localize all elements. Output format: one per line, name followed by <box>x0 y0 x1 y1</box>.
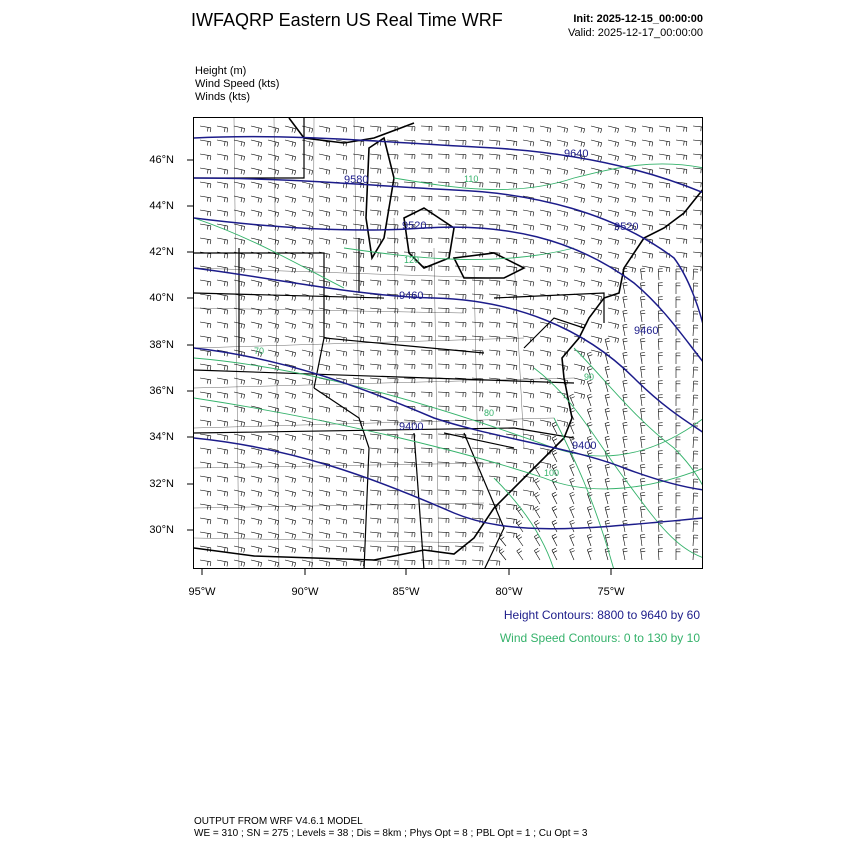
lat-label: 40°N <box>149 292 174 304</box>
wind-label: 100 <box>544 468 560 478</box>
lon-label: 90°W <box>291 586 319 598</box>
lat-label: 32°N <box>149 478 174 490</box>
axis-ticks <box>180 110 710 580</box>
lon-label: 95°W <box>188 586 216 598</box>
wind-label: 80 <box>484 408 495 418</box>
wind-legend: Wind Speed Contours: 0 to 130 by 10 <box>499 631 700 645</box>
height-label: 9400 <box>399 421 424 433</box>
lat-label: 38°N <box>149 339 174 351</box>
lat-label: 42°N <box>149 246 174 258</box>
lat-label: 46°N <box>149 154 174 166</box>
wind-label: 70 <box>254 346 265 356</box>
lat-label: 36°N <box>149 385 174 397</box>
lat-label: 34°N <box>149 431 174 443</box>
wind-label: 90 <box>584 372 595 382</box>
height-label: 9460 <box>399 290 424 302</box>
lon-label: 85°W <box>392 586 420 598</box>
height-label: 9520 <box>402 220 427 232</box>
height-label: 9580 <box>344 174 369 186</box>
wind-label: 120 <box>404 255 420 265</box>
height-legend: Height Contours: 8800 to 9640 by 60 <box>503 608 700 622</box>
plot-title: IWFAQRP Eastern US Real Time WRF <box>191 10 503 30</box>
lon-label: 80°W <box>495 586 523 598</box>
lat-label: 44°N <box>149 200 174 212</box>
height-label: 9520 <box>614 221 639 233</box>
model-params: WE = 310 ; SN = 275 ; Levels = 38 ; Dis = 8km ; Phys Opt = 8 ; PBL Opt = 1 ; Cu Opt = 3 <box>194 828 588 839</box>
wind-label: 110 <box>464 174 479 184</box>
field-height: Height (m) <box>195 65 247 77</box>
height-label: 9460 <box>634 325 659 337</box>
lat-label: 30°N <box>149 524 174 536</box>
model-info: OUTPUT FROM WRF V4.6.1 MODEL <box>194 816 363 827</box>
height-label: 9400 <box>572 440 597 452</box>
lon-label: 75°W <box>597 586 625 598</box>
init-time: Init: 2025-12-15_00:00:00 <box>573 13 703 25</box>
height-label: 9640 <box>564 148 589 160</box>
valid-time: Valid: 2025-12-17_00:00:00 <box>568 27 703 39</box>
field-winds: Winds (kts) <box>195 91 250 103</box>
field-wind-speed: Wind Speed (kts) <box>195 78 280 90</box>
